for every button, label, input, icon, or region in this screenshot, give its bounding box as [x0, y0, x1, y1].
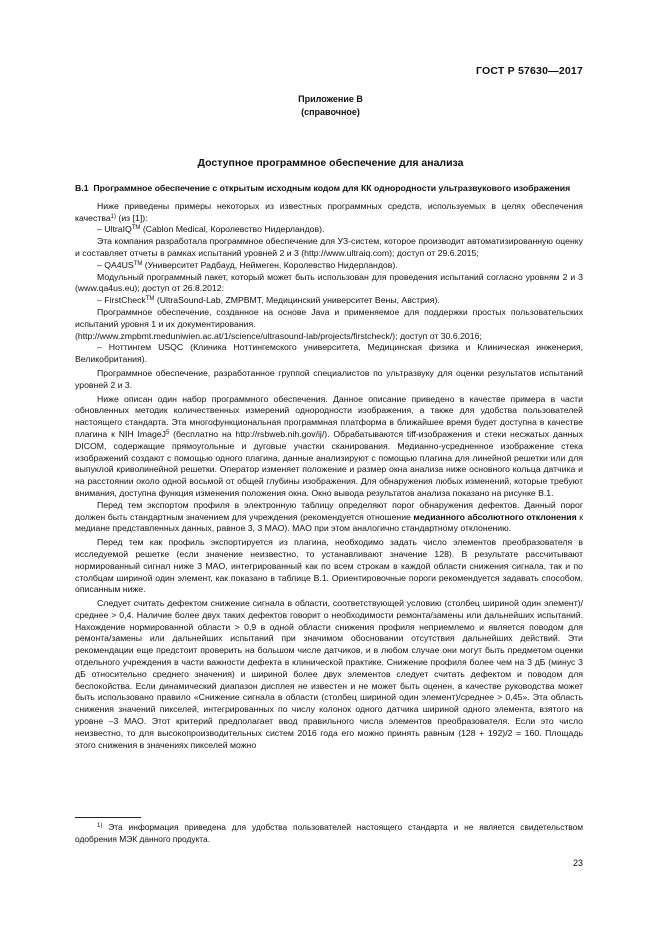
- paragraph-defect-criteria: Следует считать дефектом снижение сигнала в области, соответствующей условию (столбец шириной один элемент)/среднее > 0,4. Наличие более двух таких дефектов говорит о необходимости ремонта/замены или дальнейших испытаний. Нахождение нормированной области > 0,9 в одной области снижения профиля неприемлемо и является поводом для ремонта/замены или дальнейших испытаний при значимом обосновании отсутствия дальнейших действий. Эти рекомендации еще предстоит проверить на большом числе датчиков, и в любом случае они могут быть предметом оценки отдельного учреждения в части важности дефекта в клинической практике. Снижение профиля более чем на 3 дБ (минус 3 дБ относительно среднего значения) и шириной более двух элементов следует считать дефектом и поводом для беспокойства. Если динамический диапазон дисплея не известен и не может быть оценен, в качестве руководства может быть использовано правило «Снижение сигнала в области (столбец шириной один элемент)/среднее > 0,45». Эта область снижения значений пикселей, интегрированных по числу колонок одного датчика шириной одного элемента, взятого на уровне –3 MAO. Этот критерий предполагает ввод правильного числа элементов преобразователя. Если это число неизвестно, то для высокопроизводительных систем 2016 года его можно принять равным (128 + 192)/2 = 160. Площадь этого снижения в значениях пикселей можно: [75, 598, 583, 750]
- qa4us-org: (Университет Радбауд, Неймеген, Королевство Нидерландов).: [142, 259, 398, 270]
- p2-text-b: к медиане представленных данных, равное 3, 3 MAO). MAO при этом аналогично стандартному отклонению.: [75, 511, 583, 534]
- standard-header: ГОСТ Р 57630—2017: [475, 65, 583, 77]
- ultraiq-org: (Cablon Medical, Королевство Нидерландов).: [140, 224, 325, 235]
- paragraph-profile-export: Перед тем как профиль экспортируется из плагина, необходимо задать число элементов преобразователя в исследуемой решетке (если значение неизвестно, то устанавливают значение 128). В результате рассчитывают нормированный сигнал ниже 3 MAO, интегрированный как по всем строкам в каждой области снижения сигнала, так и по столбцам шириной один элемент, как показано в таблице В.1. Ориентировочные пороги рекомендуется задавать способом, описанным ниже.: [75, 537, 583, 595]
- list-item-firstcheck: [75, 295, 583, 307]
- annex-subtitle: (справочное): [301, 107, 360, 117]
- p1-superscript: 5: [165, 429, 170, 436]
- list-item-nottingham: – Ноттингем USQC (Клиника Ноттингемского университета, Медицинская физика и Клиническая инженерия, Великобритания).: [75, 342, 583, 365]
- paragraph-threshold: [75, 500, 583, 535]
- firstcheck-name: – FirstCheck: [97, 295, 146, 306]
- qa4us-name: – QA4US: [97, 259, 134, 270]
- subsection-heading: [75, 183, 583, 195]
- p2-text-a: Перед тем экспортом профиля в электронную таблицу определяют порог обнаружения дефектов. Данный порог должен быть стандартным значением для учреждения (рекомендуется отношение: [75, 499, 583, 522]
- page-number: 23: [572, 858, 583, 868]
- firstcheck-description: Программное обеспечение, созданное на основе Java и применяемое для поддержки простых пользовательских испытаний уровня 1 и их документирования.: [75, 306, 583, 329]
- document-body: [75, 183, 583, 751]
- ultraiq-name: – UltraIQ: [97, 224, 132, 235]
- intro-text: Ниже приведены примеры некоторых из известных программных средств, используемых в целях обеспечения качества: [75, 200, 583, 223]
- trademark-mark: TM: [133, 260, 143, 267]
- intro-after: (из [1]):: [116, 212, 148, 223]
- footnote: [75, 822, 583, 845]
- ultraiq-description: Эта компания разработала программное обеспечение для УЗ-систем, которое производит автоматизированную оценку и составляет отчеты в рамках испытаний уровней 2 и 3 (http://www.ultraiq.com); доступ от 29.6.2015;: [75, 236, 583, 258]
- p1-text-a: Ниже описан один набор программного обеспечения. Данное описание приведено в качестве примера в части обновленных методик количественных измерений однородности изображения, а также для удобства пользователей настоящего стандарта. Эта многофункциональная программная платформа в ближайшее время будет доступна в качестве плагина к NIH ImageJ: [75, 393, 583, 439]
- firstcheck-org: (UltraSound-Lab, ZMPBMT, Медицинский университет Вены, Австрия).: [154, 295, 440, 306]
- p2-bold-term: медианного абсолютного отклонения: [413, 511, 577, 522]
- qa4us-description: Модульный программный пакет, который может быть использован для проведения испытаний согласно уровням 2 и 3 (www.qa4us.eu); доступ от 26.8.2012:: [75, 271, 583, 294]
- footnote-mark: 1): [97, 823, 103, 829]
- footnote-reference: 1): [110, 213, 117, 220]
- trademark-mark: TM: [145, 296, 155, 303]
- footnote-rule: [75, 817, 141, 818]
- section-title: Доступное программное обеспечение для анализа: [197, 157, 464, 169]
- annex-title: Приложение В: [298, 94, 363, 104]
- list-item-ultraiq: [75, 224, 583, 236]
- trademark-mark: TM: [131, 225, 141, 232]
- firstcheck-url: (http://www.zmpbmt.meduniwien.ac.at/1/science/ultrasound-lab/projects/firstcheck/); доступ от 30.6.2016;: [75, 330, 482, 341]
- p1-text-b: (бесплатно на http://rsbweb.nih.gov/ij/). Обрабатываются tiff-изображения и стеки несжатых данных DICOM, содержащие прямоугольные и дуговые участки сканирования. Медианно-усредненное изображение стека изображений создают с помощью одного плагина, данные анализируют с помощью плагина для линейной решетки или для выпуклой криволинейной решетки. Оператор изменяет положение и размер окна анализа ниже основного кольца датчика и на расстоянии около одной восьмой от общей глубины изображения. Для обнаружения любых изменений, которые требуют внимания, доступна функция изменения положения окна. Окно вывода результатов анализа показано на рисунке В.1.: [75, 428, 583, 498]
- subsection-number: В.1: [75, 183, 89, 193]
- intro-paragraph: [75, 201, 583, 225]
- subsection-title: Программное обеспечение с открытым исходным кодом для КК однородности ультразвукового изображения: [93, 183, 571, 193]
- footnote-text: Эта информация приведена для удобства пользователей настоящего стандарта и не является свидетельством одобрения МЭК данного продукта.: [75, 822, 583, 844]
- nottingham-description: Программное обеспечение, разработанное группой специалистов по ультразвуку для оценки результатов испытаний уровней 2 и 3.: [75, 367, 583, 390]
- list-item-qa4us: [75, 260, 583, 272]
- paragraph-software-description: [75, 394, 583, 500]
